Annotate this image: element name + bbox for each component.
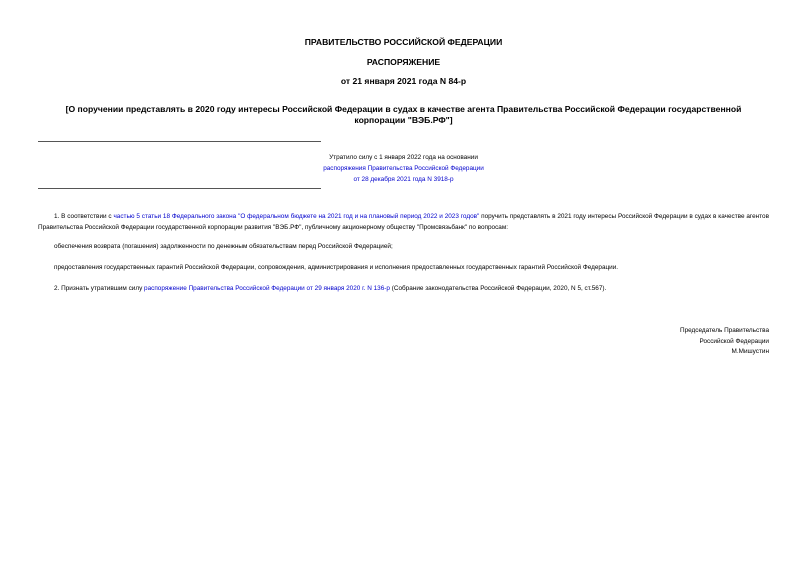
paragraph-4-prefix: 2. Признать утратившим силу [54, 285, 145, 292]
paragraph-1-suffix: поручить представлять в 2021 году интересы Российской Федерации в судах в качестве агентов Правительства Российской Федерации государственной корпорации развития "ВЭБ.РФ", публичному акционерному обществу "Промсвязьбанк" по вопросам: [38, 213, 769, 231]
signatory-country: Российской Федерации [699, 337, 769, 345]
note-bottom-rule [38, 188, 321, 189]
paragraph-2: обеспечения возврата (погашения) задолженности по денежным обязательствам перед Российской Федерацией; [54, 243, 393, 250]
repeal-order-link[interactable]: распоряжения Правительства Российской Федерации [323, 165, 484, 172]
government-name: ПРАВИТЕЛЬСТВО РОССИЙСКОЙ ФЕДЕРАЦИИ [304, 37, 503, 47]
note-top-rule [38, 141, 321, 142]
paragraph-3: предоставления государственных гарантий Российской Федерации, сопровождения, администрирования и исполнения предоставленных государственных гарантий Российской Федерации. [54, 264, 619, 271]
federal-law-article-link[interactable]: частью 5 статьи 18 Федерального закона [113, 213, 237, 220]
paragraph-1 [38, 212, 769, 233]
federal-budget-law-link[interactable]: "О федеральном бюджете на 2021 год и на плановый период 2022 и 2023 годов" [236, 213, 480, 220]
paragraph-1-prefix: 1. В соответствии с [54, 213, 114, 220]
repeal-order-date-link[interactable]: от 28 декабря 2021 года N 3918-р [353, 176, 454, 183]
status-note-text: Утратило силу с 1 января 2022 года на основании [329, 154, 478, 161]
signature-block [569, 326, 769, 358]
document-title: [О поручении представлять в 2020 году интересы Российской Федерации в судах в качестве агента Правительства Российской Федерации государственной корпорации "ВЭБ.РФ"] [65, 104, 742, 125]
repealed-order-link[interactable]: распоряжение Правительства Российской Федерации от 29 января 2020 г. N 136-р [144, 285, 390, 292]
document-date-number: от 21 января 2021 года N 84-р [340, 76, 467, 86]
paragraph-4 [38, 284, 769, 295]
signatory-name: М.Мишустин [731, 348, 769, 355]
paragraph-4-suffix: (Собрание законодательства Российской Федерации, 2020, N 5, ст.567). [389, 285, 607, 292]
document-type: РАСПОРЯЖЕНИЕ [366, 57, 441, 67]
signatory-position: Председатель Правительства [680, 327, 769, 334]
